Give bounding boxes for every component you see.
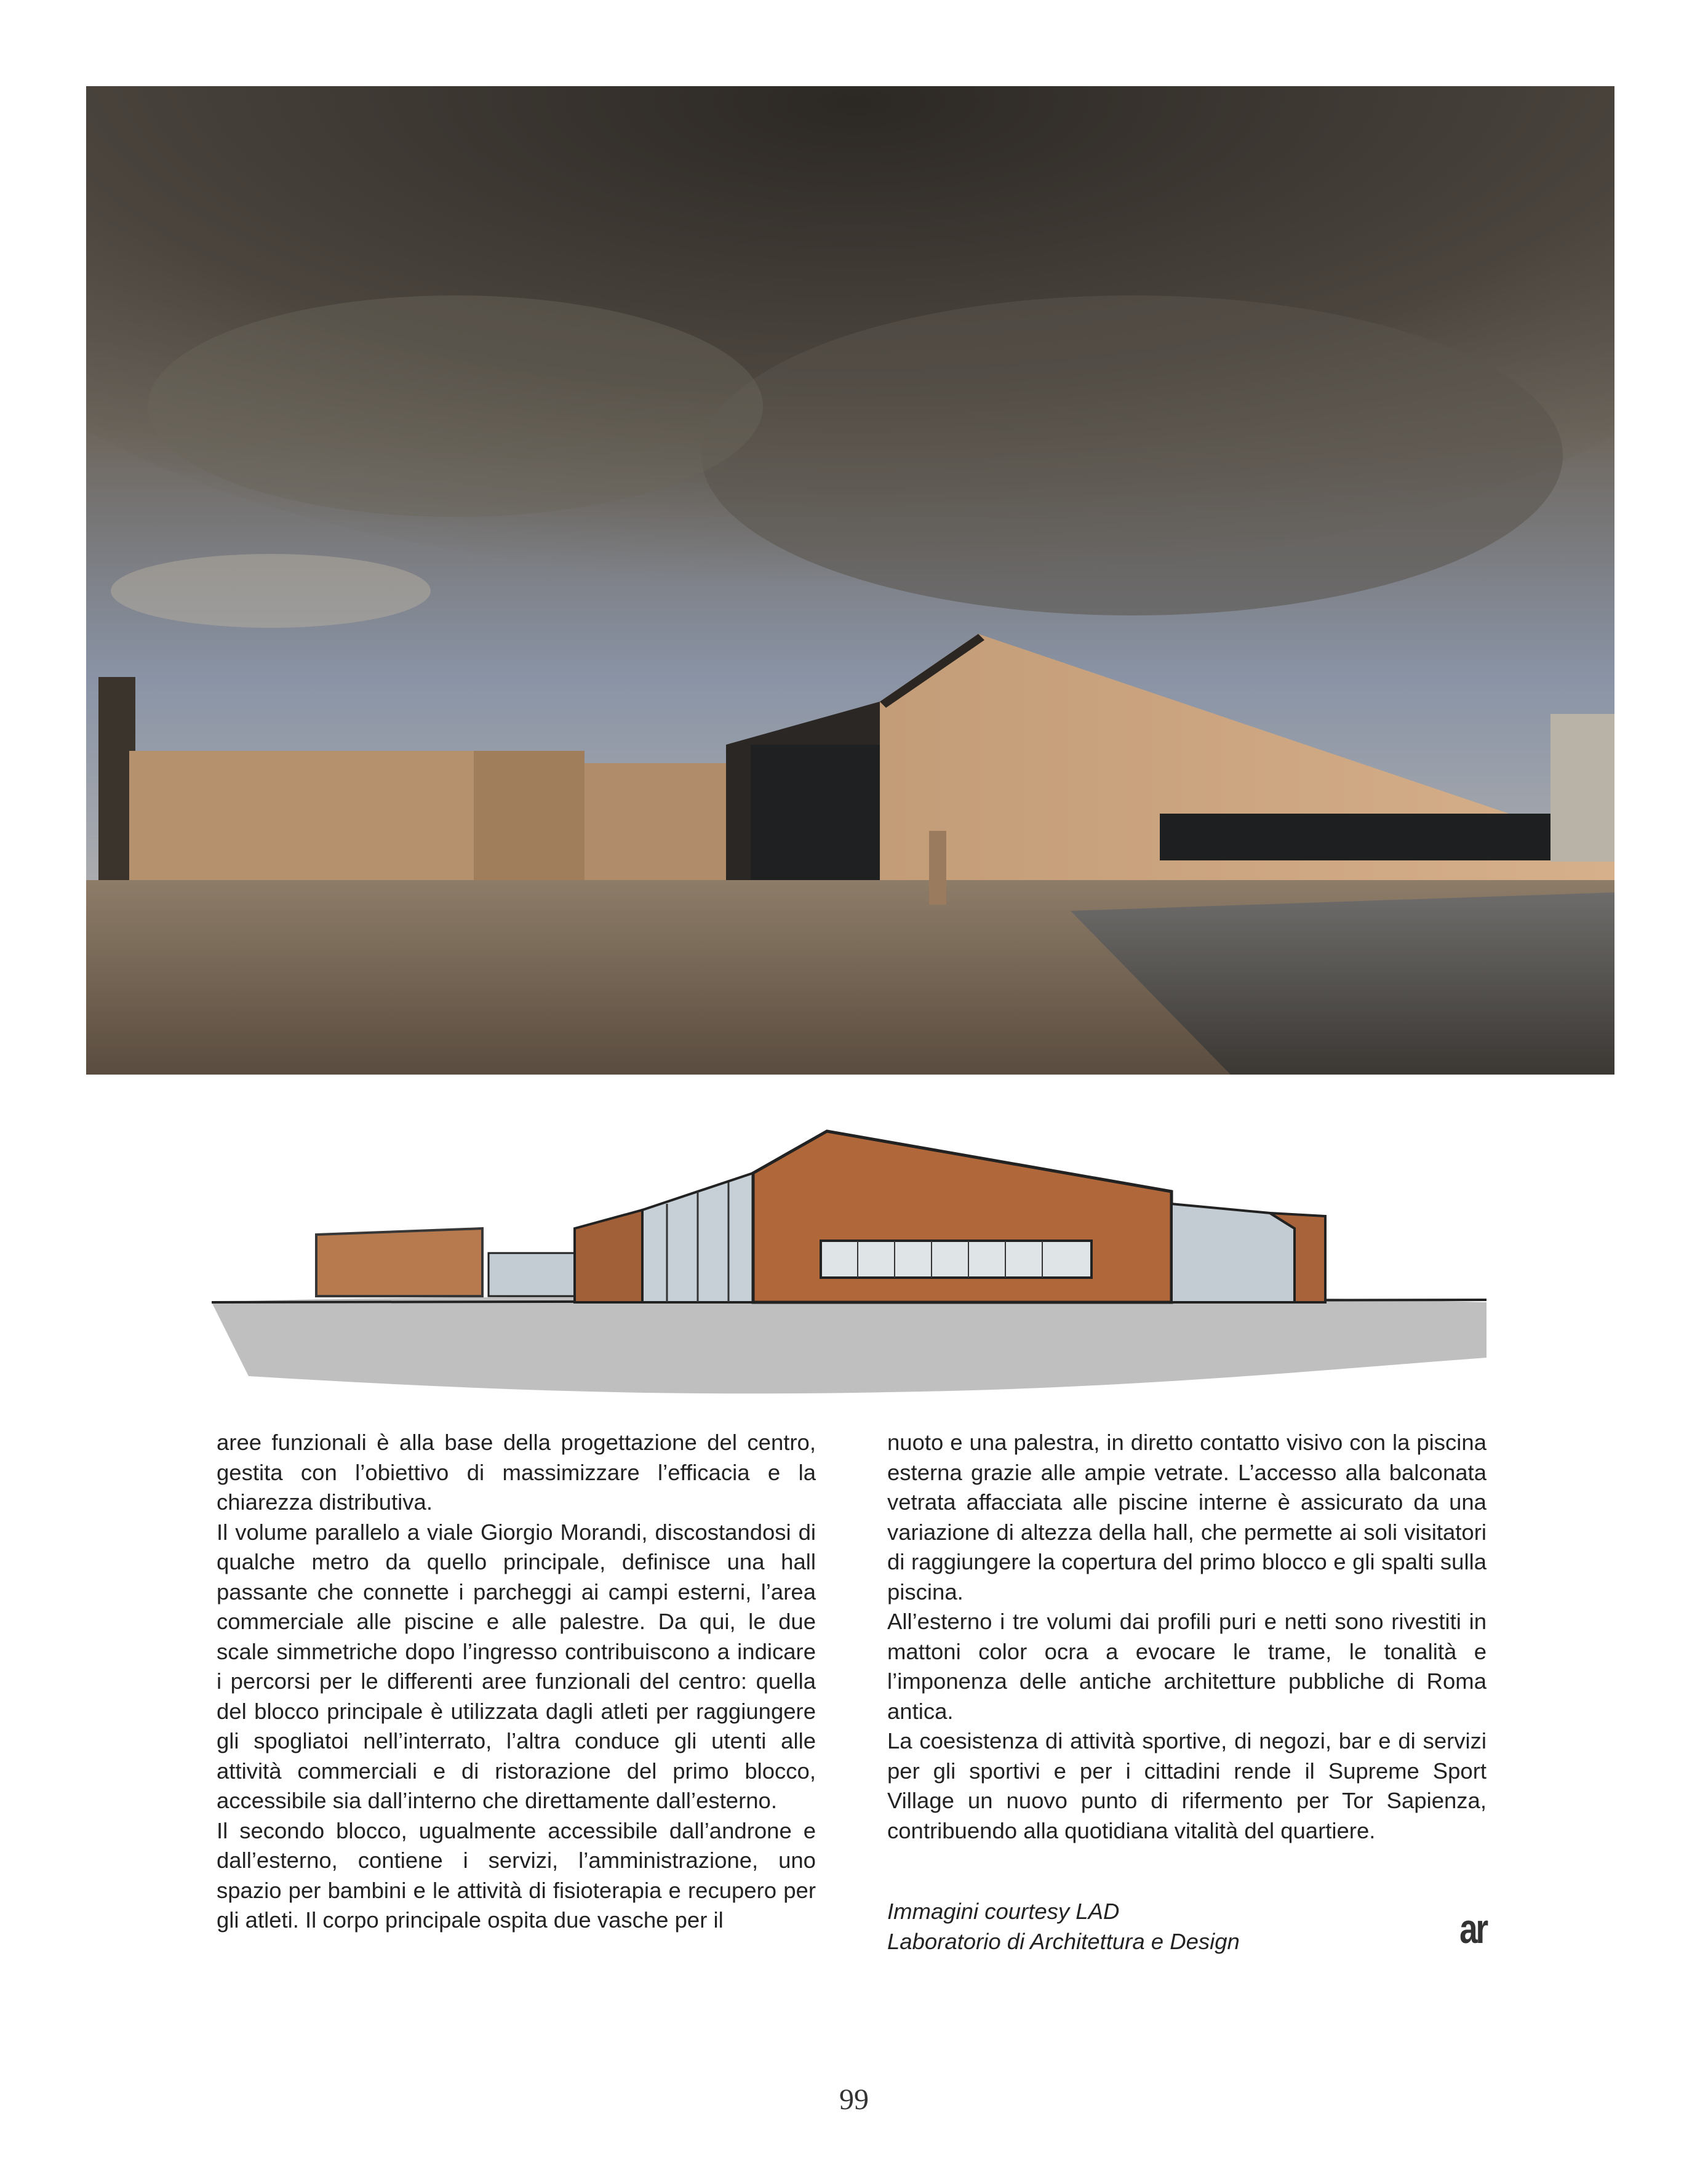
paragraph: Il secondo blocco, ugualmente accessibile dall’androne e dall’esterno, contiene i servizi, l’amministrazione, uno spazio per bambini e le attività di fisioterapia e recupero per gli atleti. Il corpo principale ospita due vasche per il: [217, 1817, 816, 1933]
page-number: 99: [839, 2083, 869, 2116]
image-credit: [887, 1897, 1441, 1957]
building-sketch: [212, 1099, 1487, 1419]
credit-line: Laboratorio di Architettura e Design: [887, 1928, 1240, 1954]
paragraph: nuoto e una palestra, in diretto contatto visivo con la piscina esterna grazie alle ampie vetrate. L’accesso alla balconata vetrata affacciata alle piscine interne è assicurato da una variazione di altezza della hall, che permette ai soli visitatori di raggiungere la copertura del primo blocco e gli spalti sulla piscina.: [887, 1430, 1487, 1604]
article-column-left: [217, 1428, 816, 1936]
paragraph: La coesistenza di attività sportive, di negozi, bar e di servizi per gli sportivi e per i cittadini rende il Supreme Sport Village un nuovo punto di rifermento per Tor Sapienza, contribuendo alla quotidiana vitalità del quartiere.: [887, 1728, 1487, 1843]
building-photo-graphic: [86, 86, 1614, 1075]
paragraph: All’esterno i tre volumi dai profili puri e netti sono rivestiti in mattoni color ocra a evocare le trame, le tonalità e l’imponenza delle antiche architetture pubbliche di Roma antica.: [887, 1609, 1487, 1724]
credit-line: Immagini courtesy LAD: [887, 1899, 1120, 1924]
paragraph: Il volume parallelo a viale Giorgio Morandi, discostandosi di qualche metro da quello principale, definisce una hall passante che connette i parcheggi ai campi esterni, l’area commerciale alle piscine e alle palestre. Da qui, le due scale simmetriche dopo l’ingresso contribuiscono a indicare i percorsi per le differenti aree funzionali del centro: quella del blocco principale è utilizzata dagli atleti per raggiungere gli spogliatoi nell’interrato, l’altra conduce gli utenti alle attività commerciali e di ristorazione del primo blocco, accessibile sia dall’interno che direttamente dall’esterno.: [217, 1519, 816, 1813]
paragraph: aree funzionali è alla base della progettazione del centro, gestita con l’obiettivo di massimizzare l’efficacia e la chiarezza distributiva.: [217, 1430, 816, 1515]
magazine-logo: ar: [1459, 1905, 1487, 1952]
building-photo: [86, 86, 1614, 1075]
building-sketch-graphic: [212, 1099, 1487, 1419]
article-column-right: [887, 1428, 1487, 1846]
